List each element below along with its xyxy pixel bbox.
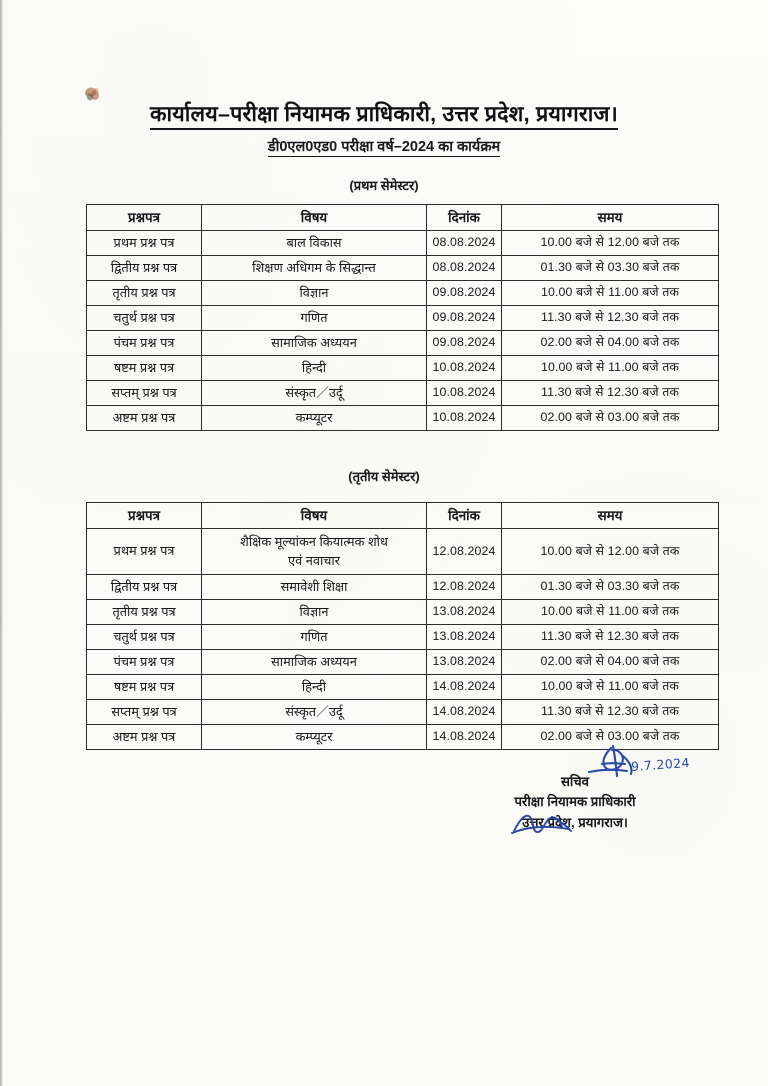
cell-time: 02.00 बजे से 04.00 बजे तक [502,331,719,356]
cell-time: 10.00 बजे से 11.00 बजे तक [502,281,719,306]
cell-time: 10.00 बजे से 12.00 बजे तक [502,231,719,256]
table-header-row [87,205,719,231]
cell-date: 14.08.2024 [427,725,502,750]
cell-subject-line1: शैक्षिक मूल्यांकन कियात्मक शोध [240,533,388,549]
cell-date: 13.08.2024 [427,600,502,625]
cell-date: 08.08.2024 [427,231,502,256]
table-row [87,675,719,700]
cell-time: 01.30 बजे से 03.30 बजे तक [502,256,719,281]
cell-paper: सप्तम् प्रश्न पत्र [87,381,202,406]
column-header-subject: विषय [202,503,427,529]
cell-subject-line2: एवं नवाचार [288,552,340,568]
cell-subject: संस्कृत／उर्दू [202,700,427,725]
cell-time: 02.00 बजे से 04.00 बजे तक [502,650,719,675]
table-row [87,381,719,406]
cell-time: 10.00 बजे से 11.00 बजे तक [502,600,719,625]
column-header-subject: विषय [202,205,427,231]
cell-paper: तृतीय प्रश्न पत्र [87,281,202,306]
table-row [87,700,719,725]
cell-paper: प्रथम प्रश्न पत्र [87,529,202,575]
cell-subject: बाल विकास [202,231,427,256]
cell-subject: समावेशी शिक्षा [202,575,427,600]
cell-subject: विज्ञान [202,600,427,625]
cell-time: 10.00 बजे से 12.00 बजे तक [502,529,719,575]
document-subtitle [0,136,768,156]
cell-paper: पंचम प्रश्न पत्र [87,331,202,356]
table-header-row [87,503,719,529]
handwritten-date: 9.7.2024 [630,754,691,775]
cell-paper: अष्टम प्रश्न पत्र [87,406,202,431]
signature-designation: सचिव [560,774,590,789]
cell-date: 08.08.2024 [427,256,502,281]
cell-paper: प्रथम प्रश्न पत्र [87,231,202,256]
cell-date: 12.08.2024 [427,575,502,600]
column-header-date: दिनांक [427,503,502,529]
cell-subject: कम्प्यूटर [202,725,427,750]
cell-time: 02.00 बजे से 03.00 बजे तक [502,406,719,431]
cell-subject: संस्कृत／उर्दू [202,381,427,406]
cell-paper: अष्टम प्रश्न पत्र [87,725,202,750]
cell-paper: षष्टम प्रश्न पत्र [87,356,202,381]
cell-subject: हिन्दी [202,356,427,381]
table-row [87,356,719,381]
document-title [0,99,768,128]
cell-time: 11.30 बजे से 12.30 बजे तक [502,306,719,331]
table-row [87,306,719,331]
cell-date: 10.08.2024 [427,381,502,406]
cell-subject: कम्प्यूटर [202,406,427,431]
table-row [87,281,719,306]
cell-date: 09.08.2024 [427,306,502,331]
cell-date: 13.08.2024 [427,650,502,675]
document-title-text: कार्यालय–परीक्षा नियामक प्राधिकारी, उत्तर प्रदेश, प्रयागराज। [150,102,618,130]
table-row [87,600,719,625]
cell-paper: चतुर्थ प्रश्न पत्र [87,306,202,331]
cell-date: 09.08.2024 [427,281,502,306]
document-subtitle-text: डी0एल0एड0 परीक्षा वर्ष–2024 का कार्यक्रम [267,139,501,155]
cell-date: 13.08.2024 [427,625,502,650]
cell-paper: द्वितीय प्रश्न पत्र [87,256,202,281]
table-row [87,725,719,750]
table-row [87,650,719,675]
exam-schedule-table-first-semester [86,204,719,431]
cell-time: 11.30 बजे से 12.30 बजे तक [502,381,719,406]
table-row [87,256,719,281]
cell-date: 10.08.2024 [427,406,502,431]
table-row [87,625,719,650]
cell-date: 10.08.2024 [427,356,502,381]
exam-schedule-table-third-semester [86,502,719,750]
table-row [87,331,719,356]
cell-time: 11.30 बजे से 12.30 बजे तक [502,700,719,725]
column-header-date: दिनांक [427,205,502,231]
cell-time: 10.00 बजे से 11.00 बजे तक [502,356,719,381]
section-label-first-semester: (प्रथम सेमेस्टर) [349,178,419,193]
table-row [87,575,719,600]
cell-paper: चतुर्थ प्रश्न पत्र [87,625,202,650]
table-row [87,406,719,431]
section-label-third-semester: (तृतीय सेमेस्टर) [348,469,420,484]
cell-subject: सामाजिक अध्ययन [202,650,427,675]
cell-date: 14.08.2024 [427,700,502,725]
cell-subject: हिन्दी [202,675,427,700]
cell-subject: गणित [202,306,427,331]
column-header-time: समय [502,503,719,529]
cell-date: 09.08.2024 [427,331,502,356]
cell-time: 02.00 बजे से 03.00 बजे तक [502,725,719,750]
column-header-paper: प्रश्नपत्र [87,503,202,529]
cell-subject: गणित [202,625,427,650]
cell-date: 14.08.2024 [427,675,502,700]
signature-office-line-2: उत्तर प्रदेश, प्रयागराज। [522,814,628,830]
column-header-time: समय [502,205,719,231]
cell-time: 11.30 बजे से 12.30 बजे तक [502,625,719,650]
cell-paper: द्वितीय प्रश्न पत्र [87,575,202,600]
cell-subject: विज्ञान [202,281,427,306]
cell-paper: सप्तम् प्रश्न पत्र [87,700,202,725]
signature-office-line-1: परीक्षा नियामक प्राधिकारी [514,794,636,810]
table-row [87,529,719,575]
cell-time: 10.00 बजे से 11.00 बजे तक [502,675,719,700]
cell-paper: तृतीय प्रश्न पत्र [87,600,202,625]
cell-date: 12.08.2024 [427,529,502,575]
cell-subject: शिक्षण अधिगम के सिद्धान्त [202,256,427,281]
table-row [87,231,719,256]
cell-subject: सामाजिक अध्ययन [202,331,427,356]
cell-paper: पंचम प्रश्न पत्र [87,650,202,675]
cell-subject [202,529,427,575]
cell-paper: षष्टम प्रश्न पत्र [87,675,202,700]
column-header-paper: प्रश्नपत्र [87,205,202,231]
cell-time: 01.30 बजे से 03.30 बजे तक [502,575,719,600]
signature-block [430,772,720,833]
